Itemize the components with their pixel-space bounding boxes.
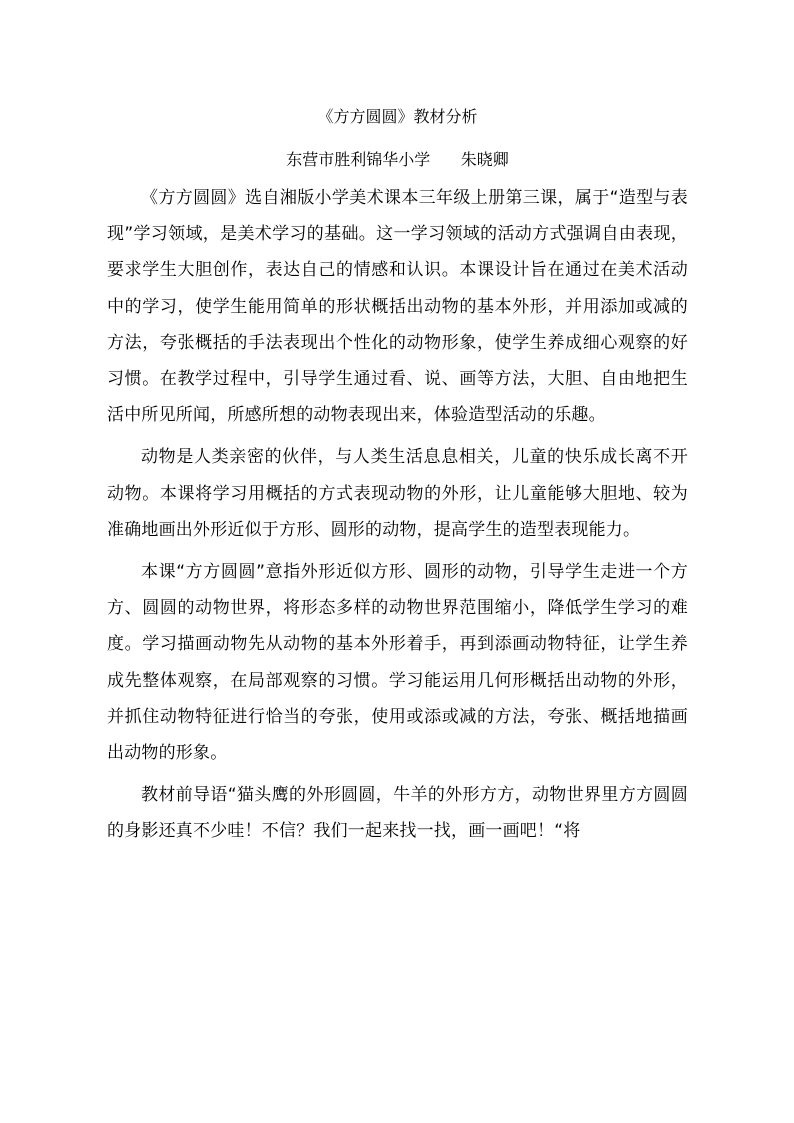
paragraph: 《方方圆圆》选自湘版小学美术课本三年级上册第三课，属于“造型与表现”学习领域，是美术学习的基础。这一学习领域的活动方式强调自由表现，要求学生大胆创作，表达自己的情感和认识。本课设计旨在通过在美术活动中的学习，使学生能用简单的形状概括出动物的基本外形，并用添加或减的方法，夸张概括的手法表现出个性化的动物形象，使学生养成细心观察的好习惯。在教学过程中，引导学生通过看、说、画等方法，大胆、自由地把生活中所见所闻，所感所想的动物表现出来，体验造型活动的乐趣。 bbox=[107, 188, 688, 426]
paragraph: 教材前导语“猫头鹰的外形圆圆，牛羊的外形方方，动物世界里方方圆圆的身影还真不少哇！不信？我们一起来找一找，画一画吧！“将 bbox=[107, 785, 688, 842]
document-title: 《方方圆圆》教材分析 bbox=[317, 107, 478, 126]
document-body bbox=[107, 103, 688, 850]
paragraph: 动物是人类亲密的伙伴，与人类生活息息相关，儿童的快乐成长离不开动物。本课将学习用概括的方式表现动物的外形，让儿童能够大胆地、较为准确地画出外形近似于方形、圆形的动物，提高学生的造型表现能力。 bbox=[107, 447, 688, 540]
author-line: 东营市胜利锦华小学 朱晓卿 bbox=[286, 150, 509, 169]
paragraph: 本课“方方圆圆”意指外形近似方形、圆形的动物，引导学生走进一个方方、圆圆的动物世界，将形态多样的动物世界范围缩小，降低学生学习的难度。学习描画动物先从动物的基本外形着手，再到添画动物特征，让学生养成先整体观察，在局部观察的习惯。学习能运用几何形概括出动物的外形，并抓住动物特征进行恰当的夸张，使用或添或减的方法，夸张、概括地描画出动物的形象。 bbox=[107, 562, 688, 764]
